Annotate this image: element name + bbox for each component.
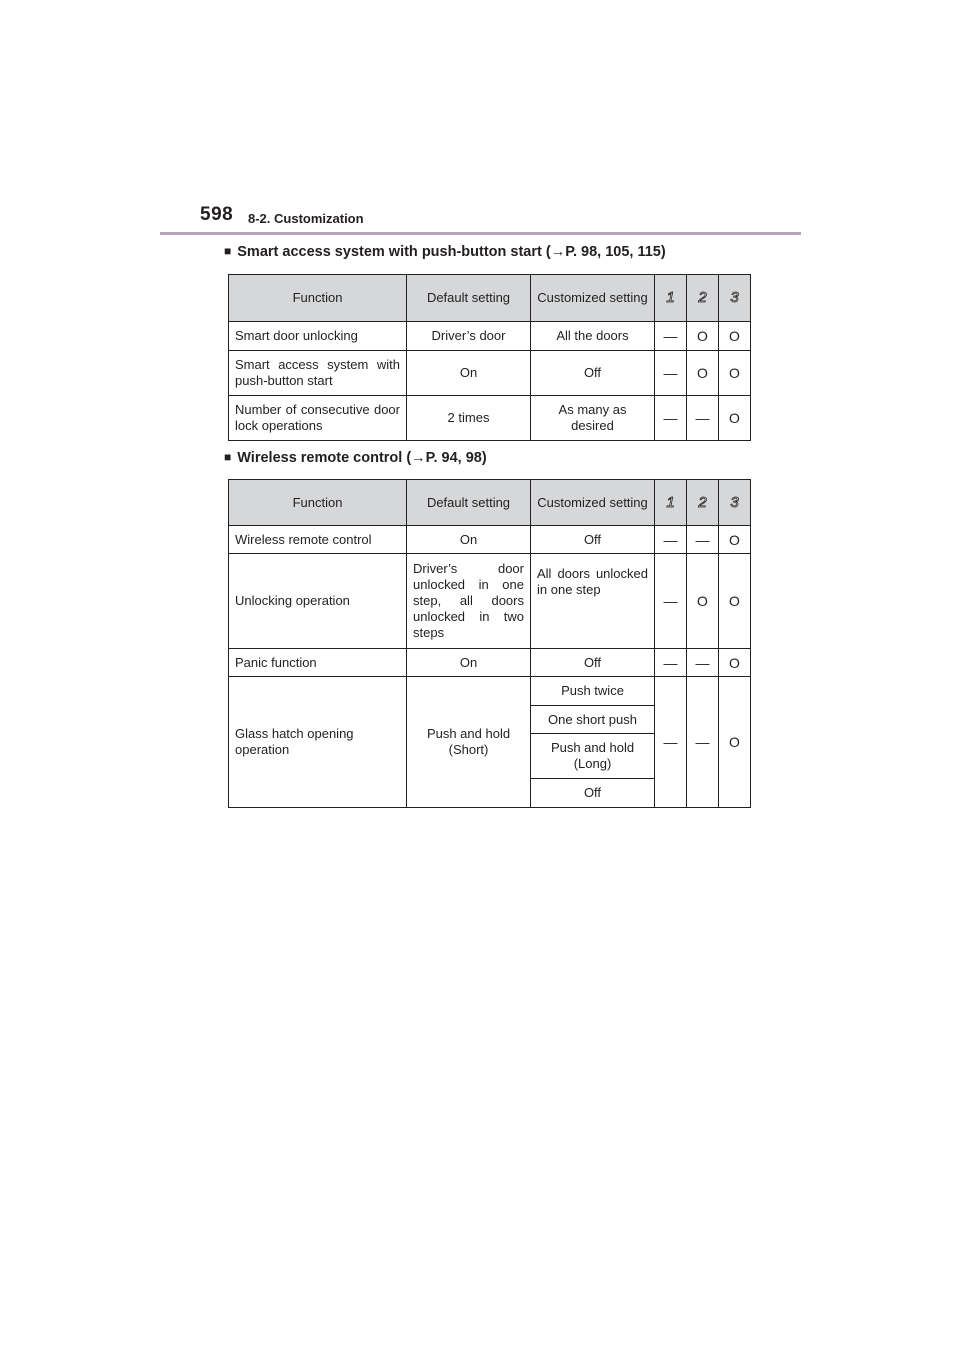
column-header-1: 1 xyxy=(655,275,687,322)
level-3-cell: O xyxy=(719,396,751,441)
column-header: Function xyxy=(229,480,407,526)
square-bullet-icon: ■ xyxy=(224,244,232,258)
level-3-cell: O xyxy=(719,554,751,649)
function-cell: Wireless remote control xyxy=(229,526,407,554)
level-3-cell: O xyxy=(719,322,751,351)
level-1-cell: — xyxy=(655,322,687,351)
column-header: Customized setting xyxy=(531,480,655,526)
table-row xyxy=(229,554,751,649)
level-3-cell: O xyxy=(719,677,751,808)
level-2-cell: O xyxy=(687,554,719,649)
table-row xyxy=(229,677,751,706)
level-3-cell: O xyxy=(719,351,751,396)
column-header-1: 1 xyxy=(655,480,687,526)
table-header-row xyxy=(229,480,751,526)
custom-cell: Off xyxy=(531,526,655,554)
default-cell: On xyxy=(407,351,531,396)
smart-access-table xyxy=(228,274,751,441)
default-cell: Driver’s door unlocked in one step, all doors unlocked in two steps xyxy=(407,554,531,649)
table-row xyxy=(229,649,751,677)
section-title: 8-2. Customization xyxy=(248,211,364,226)
column-header: Default setting xyxy=(407,275,531,322)
custom-option-cell: Off xyxy=(531,779,655,808)
column-header-2: 2 xyxy=(687,275,719,322)
level-2-cell: O xyxy=(687,351,719,396)
column-header: Function xyxy=(229,275,407,322)
table-row xyxy=(229,322,751,351)
default-cell: 2 times xyxy=(407,396,531,441)
custom-cell: As many as desired xyxy=(531,396,655,441)
custom-cell: Off xyxy=(531,351,655,396)
default-cell: On xyxy=(407,526,531,554)
arrow-icon: → xyxy=(550,244,566,260)
level-1-cell: — xyxy=(655,554,687,649)
custom-option-cell: Push twice xyxy=(531,677,655,706)
level-2-cell: — xyxy=(687,677,719,808)
level-1-cell: — xyxy=(655,351,687,396)
level-3-cell: O xyxy=(719,526,751,554)
level-1-cell: — xyxy=(655,396,687,441)
wireless-remote-table xyxy=(228,479,751,808)
custom-cell: Off xyxy=(531,649,655,677)
page-header xyxy=(0,0,960,240)
function-cell: Smart door unlocking xyxy=(229,322,407,351)
function-cell: Panic function xyxy=(229,649,407,677)
level-1-cell: — xyxy=(655,526,687,554)
square-bullet-icon: ■ xyxy=(224,450,232,464)
level-1-cell: — xyxy=(655,649,687,677)
table-row xyxy=(229,351,751,396)
table-row xyxy=(229,526,751,554)
level-2-cell: — xyxy=(687,526,719,554)
custom-option-cell: One short push xyxy=(531,706,655,734)
table-header-row xyxy=(229,275,751,322)
level-2-cell: O xyxy=(687,322,719,351)
level-1-cell: — xyxy=(655,677,687,808)
custom-option-cell: Push and hold (Long) xyxy=(531,734,655,779)
section-heading-wireless-remote: ■ Wireless remote control (→P. 94, 98) xyxy=(224,450,487,466)
column-header-2: 2 xyxy=(687,480,719,526)
level-2-cell: — xyxy=(687,649,719,677)
function-cell: Smart access system with push-button start xyxy=(229,351,407,396)
function-cell: Number of consecutive door lock operations xyxy=(229,396,407,441)
section-heading-smart-access: ■ Smart access system with push-button start (→P. 98, 105, 115) xyxy=(224,244,666,260)
default-cell: On xyxy=(407,649,531,677)
arrow-icon: → xyxy=(411,450,426,466)
table-row xyxy=(229,396,751,441)
page-number: 598 xyxy=(200,204,234,225)
default-cell: Push and hold (Short) xyxy=(407,677,531,808)
function-cell: Unlocking operation xyxy=(229,554,407,649)
function-cell: Glass hatch opening operation xyxy=(229,677,407,808)
column-header-3: 3 xyxy=(719,275,751,322)
level-3-cell: O xyxy=(719,649,751,677)
level-2-cell: — xyxy=(687,396,719,441)
column-header: Customized setting xyxy=(531,275,655,322)
column-header-3: 3 xyxy=(719,480,751,526)
custom-cell: All doors unlocked in one step xyxy=(531,554,655,649)
header-rule xyxy=(160,232,801,235)
column-header: Default setting xyxy=(407,480,531,526)
default-cell: Driver’s door xyxy=(407,322,531,351)
custom-cell: All the doors xyxy=(531,322,655,351)
